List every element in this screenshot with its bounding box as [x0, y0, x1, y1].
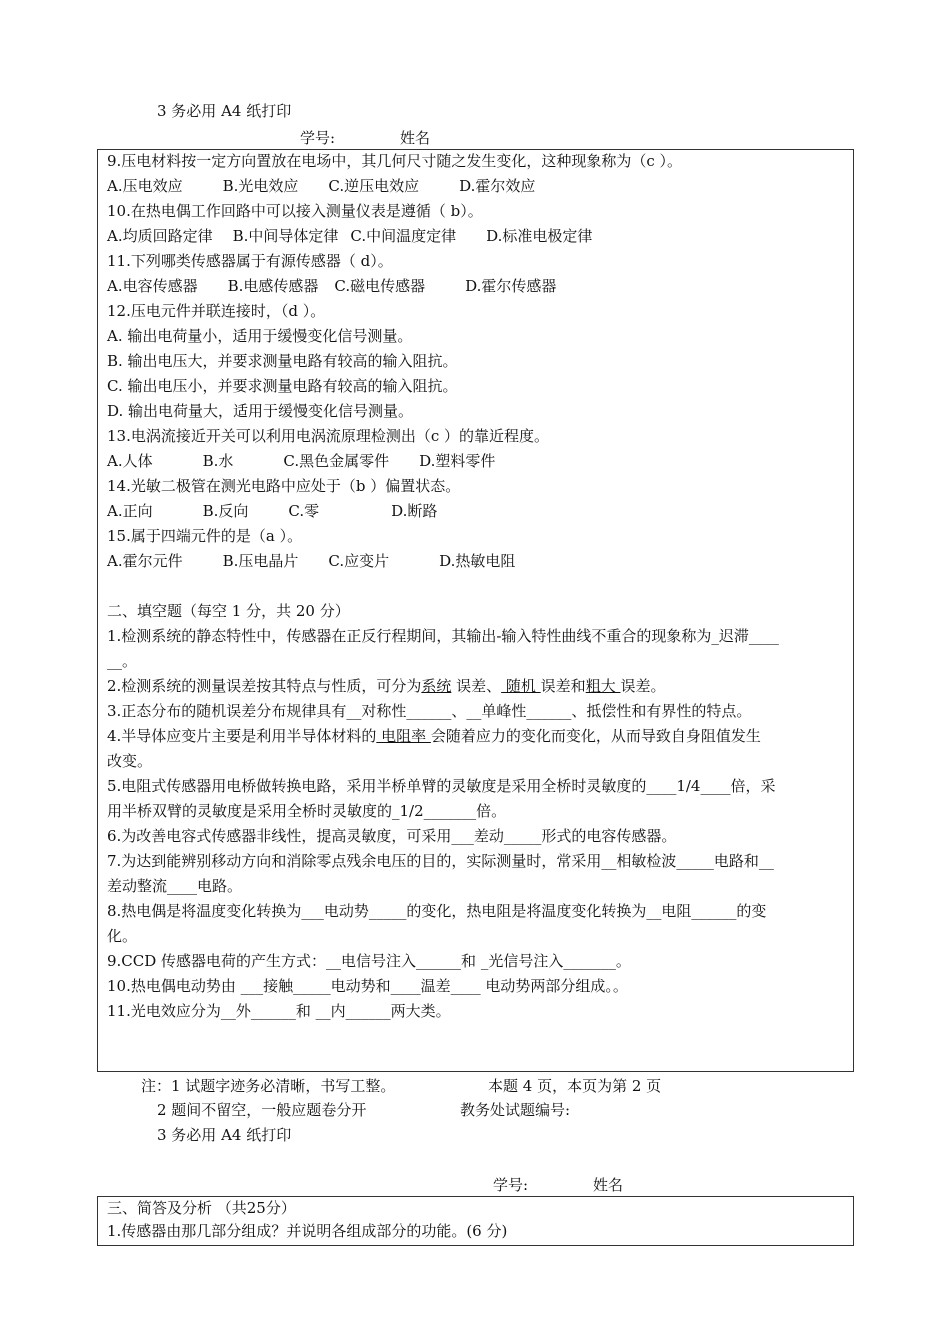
fill-5-line-2: 用半桥双臂的灵敏度是采用全桥时灵敏度的_1/2_______倍。 — [107, 802, 507, 820]
option: C.逆压电效应 — [328, 177, 420, 195]
fill-1-line-2: __。 — [107, 652, 138, 670]
option: C.磁电传感器 — [334, 277, 426, 295]
question-13-options — [107, 449, 779, 474]
question-11: 11.下列哪类传感器属于有源传感器（ d）。 — [107, 252, 393, 270]
question-12-option-c: C. 输出电压小，并要求测量电路有较高的输入阻抗。 — [107, 377, 458, 395]
fill-2-answer-2: 随机 — [501, 677, 541, 695]
fill-1-line-1: 1.检测系统的静态特性中，传感器在正反行程期间，其输出-输入特性曲线不重合的现象称为_迟滞____ — [107, 627, 779, 645]
option: B.中间导体定律 — [232, 227, 339, 245]
name-label: 姓名 — [400, 129, 431, 147]
option: C.应变片 — [328, 552, 390, 570]
fill-2-text: 2.检测系统的测量误差按其特点与性质，可分为 — [107, 677, 422, 695]
option: A.电容传感器 — [107, 277, 198, 295]
option: D.断路 — [391, 502, 438, 520]
section-3-question-1: 1.传感器由那几部分组成？并说明各组成部分的功能。(6 分) — [107, 1222, 508, 1240]
question-10: 10.在热电偶工作回路中可以接入测量仪表是遵循（ b）。 — [107, 202, 483, 220]
question-12: 12.压电元件并联连接时，（d ）。 — [107, 302, 326, 320]
fill-7-line-1: 7.为达到能辨别移动方向和消除零点残余电压的目的，实际测量时，常采用__相敏检波_____电路和__ — [107, 852, 774, 870]
fill-2-answer-3: 粗大 — [585, 677, 621, 695]
option: B.压电晶片 — [222, 552, 299, 570]
exam-id-label: 教务处试题编号: — [460, 1101, 571, 1119]
option: D.标准电极定律 — [486, 227, 593, 245]
question-9-options — [107, 174, 779, 199]
question-12-option-b: B. 输出电压大，并要求测量电路有较高的输入阻抗。 — [107, 352, 458, 370]
fill-5-line-1: 5.电阻式传感器用电桥做转换电路，采用半桥单臂的灵敏度是采用全桥时灵敏度的____1/4____倍，采 — [107, 777, 776, 795]
option: B.水 — [202, 452, 234, 470]
fill-10: 10.热电偶电动势由 ___接触_____电动势和____温差____ 电动势两部分组成。。 — [107, 977, 628, 995]
option: C.黑色金属零件 — [283, 452, 390, 470]
fill-8-line-1: 8.热电偶是将温度变化转换为___电动势_____的变化，热电阻是将温度变化转换为__电阻______的变 — [107, 902, 767, 920]
option: B.光电效应 — [222, 177, 299, 195]
fill-4-answer: 电阻率 — [376, 727, 431, 745]
section-3-title: 三、简答及分析 （共25分） — [107, 1199, 296, 1217]
option: D.热敏电阻 — [439, 552, 516, 570]
fill-6: 6.为改善电容式传感器非线性，提高灵敏度，可采用___差动_____形式的电容传感器。 — [107, 827, 677, 845]
fill-3: 3.正态分布的随机误差分布规律具有__对称性______、__单峰性______、抵偿性和有界性的特点。 — [107, 702, 752, 720]
option: C.零 — [288, 502, 320, 520]
fill-2-answer-1: 系统 — [421, 677, 452, 695]
fill-2-text: 误差、 — [451, 677, 502, 695]
next-name-label: 姓名 — [593, 1176, 624, 1194]
fill-4-text: 4.半导体应变片主要是利用半导体材料的 — [107, 727, 377, 745]
option: A.均质回路定律 — [107, 227, 213, 245]
next-student-id-label: 学号: — [493, 1176, 529, 1194]
question-14-options — [107, 499, 779, 524]
footer-note-1: 注：1 试题字迹务必清晰，书写工整。 — [141, 1077, 396, 1095]
fill-9: 9.CCD 传感器电荷的产生方式：__电信号注入______和 _光信号注入_______。 — [107, 952, 631, 970]
student-id-label: 学号: — [300, 129, 336, 147]
question-13: 13.电涡流接近开关可以利用电涡流原理检测出（c ）的靠近程度。 — [107, 427, 550, 445]
question-content — [107, 149, 779, 1024]
question-10-options — [107, 224, 779, 249]
question-15-options — [107, 549, 779, 574]
option: A.压电效应 — [107, 177, 183, 195]
question-12-option-a: A. 输出电荷量小，适用于缓慢变化信号测量。 — [107, 327, 413, 345]
option: A.人体 — [107, 452, 153, 470]
fill-4-text: 会随着应力的变化而变化，从而导致自身阻值发生 — [430, 727, 761, 745]
question-12-option-d: D. 输出电荷量大，适用于缓慢变化信号测量。 — [107, 402, 414, 420]
fill-7-line-2: 差动整流____电路。 — [107, 877, 243, 895]
option: B.电感传感器 — [227, 277, 319, 295]
option: A.霍尔元件 — [107, 552, 183, 570]
fill-8-line-2: 化。 — [107, 927, 138, 945]
question-9: 9.压电材料按一定方向置放在电场中，其几何尺寸随之发生变化，这种现象称为（c ）。 — [107, 152, 682, 170]
fill-11: 11.光电效应分为__外______和 __内______两大类。 — [107, 1002, 451, 1020]
question-11-options — [107, 274, 779, 299]
option: D.霍尔效应 — [459, 177, 536, 195]
option: B.反向 — [202, 502, 249, 520]
page-info: 本题 4 页，本页为第 2 页 — [488, 1077, 662, 1095]
footer-note-2: 2 题间不留空，一般应题卷分开 — [157, 1101, 367, 1119]
option: D.塑料零件 — [419, 452, 496, 470]
footer-note-3: 3 务必用 A4 纸打印 — [157, 1126, 292, 1144]
question-14: 14.光敏二极管在测光电路中应处于（b ）偏置状态。 — [107, 477, 461, 495]
option: D.霍尔传感器 — [465, 277, 557, 295]
fill-2-text: 误差和 — [540, 677, 586, 695]
question-15: 15.属于四端元件的是（a ）。 — [107, 527, 303, 545]
option: A.正向 — [107, 502, 153, 520]
option: C.中间温度定律 — [350, 227, 457, 245]
fill-2-text: 误差。 — [620, 677, 666, 695]
section-2-title: 二、填空题（每空 1 分，共 20 分） — [107, 602, 350, 620]
fill-4-line-2: 改变。 — [107, 752, 153, 770]
print-note: 3 务必用 A4 纸打印 — [157, 102, 292, 120]
fill-2 — [107, 674, 779, 699]
fill-4-line-1 — [107, 724, 779, 749]
